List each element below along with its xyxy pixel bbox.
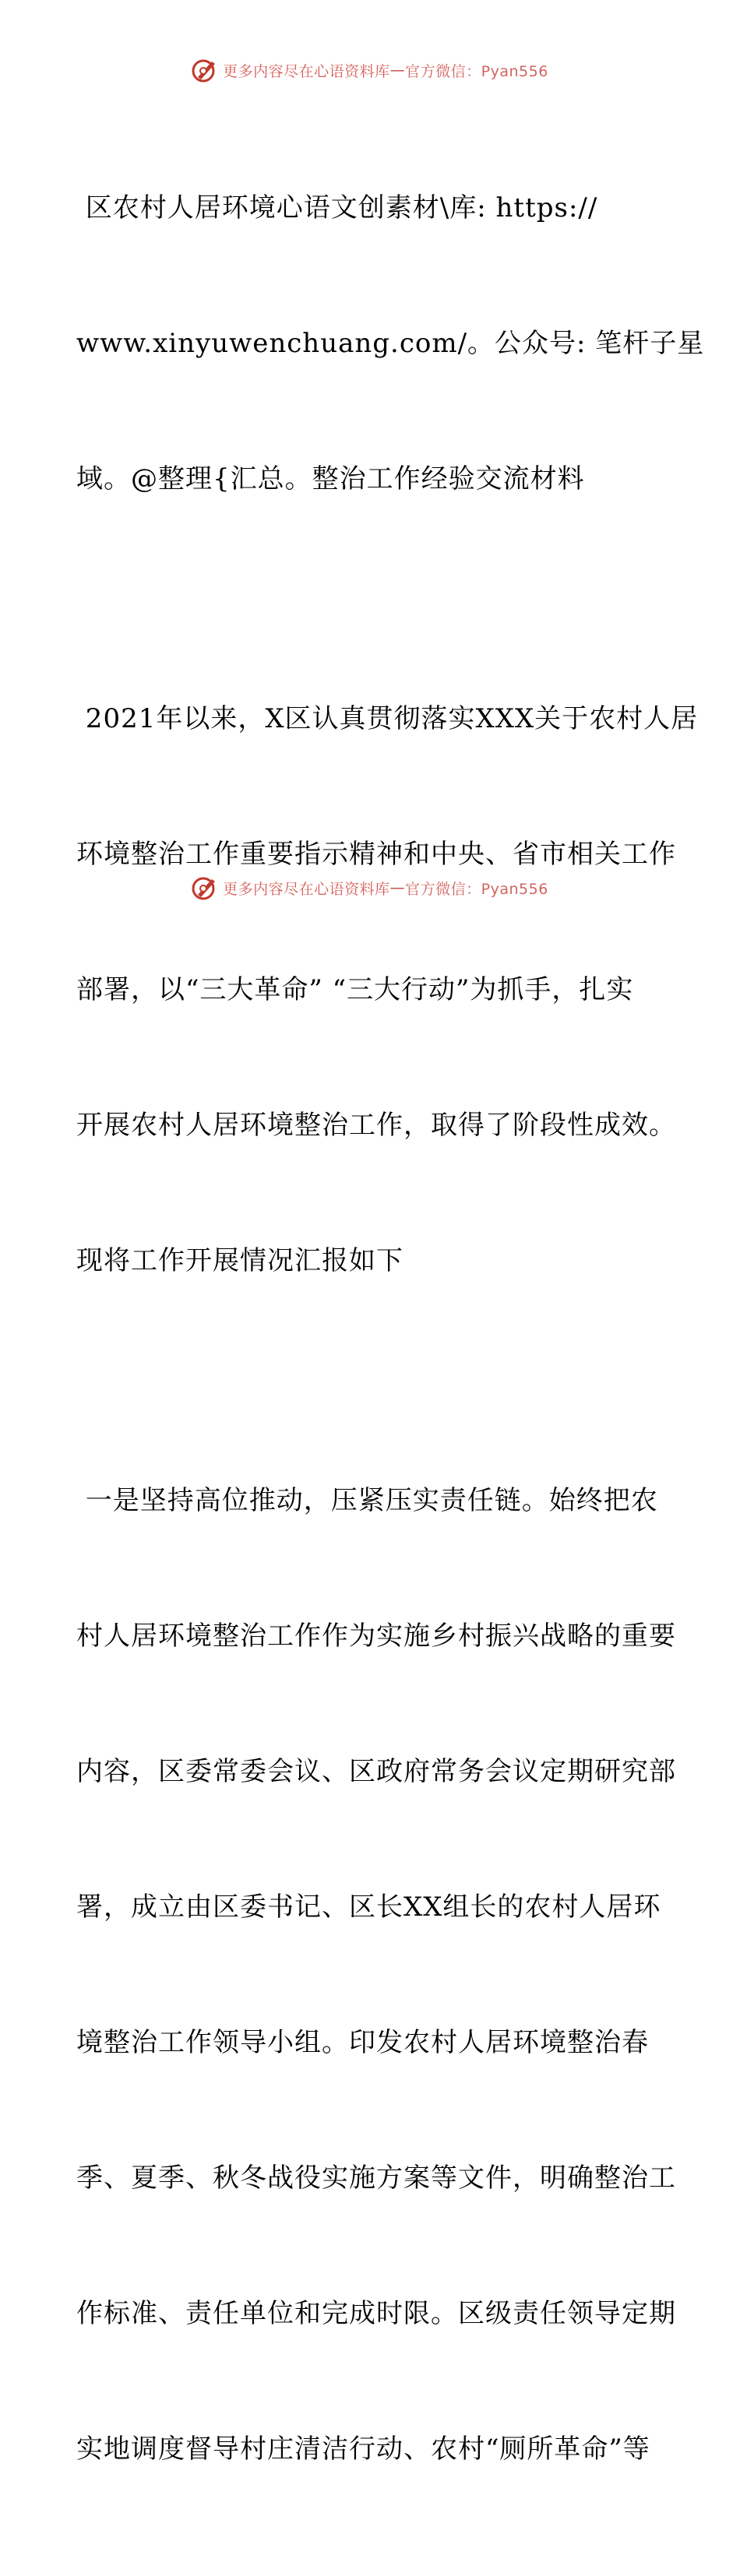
text-line: 部署，以“三大革命” “三大行动”为抓手，扎实	[76, 974, 634, 1005]
text-line: 现将工作开展情况汇报如下	[76, 1245, 403, 1276]
text-line: 一是坚持高位推动，压紧压实责任链。始终把农	[76, 1485, 658, 1516]
text-line: 作标准、责任单位和完成时限。区级责任领导定期	[76, 2298, 676, 2329]
text-line: 署，成立由区委书记、区长XX组长的农村人居环	[76, 1892, 661, 1923]
text-line: 内容，区委常委会议、区政府常务会议定期研究部	[76, 1756, 676, 1787]
text-line: 开展农村人居环境整治工作，取得了阶段性成效。	[76, 1110, 676, 1141]
text-line: 实地调度督导村庄清洁行动、农村“厕所革命”等	[76, 2433, 650, 2465]
banner-text: 更多内容尽在心语资料库	[223, 880, 390, 898]
text-line: 域。@整理{汇总。整治工作经验交流材料	[76, 463, 585, 494]
banner-wechat: 官方微信：Pyan556	[405, 880, 548, 898]
banner-separator: —	[389, 879, 406, 896]
paragraph-point-one	[76, 1388, 676, 2562]
header-banner	[0, 55, 740, 86]
text-line: 环境整治工作重要指示精神和中央、省市相关工作	[76, 839, 676, 870]
banner-wechat: 官方微信：Pyan556	[405, 62, 548, 80]
paragraph-summary	[76, 606, 699, 1374]
text-line: www.xinyuwenchuang.com/。公众号: 笔杆子星	[76, 328, 705, 359]
text-line: 区农村人居环境心语文创素材\库: https://	[76, 192, 598, 223]
pen-logo-icon	[192, 57, 218, 83]
banner-separator: —	[389, 62, 406, 79]
text-line: 2021年以来，X区认真贯彻落实XXX关于农村人居	[76, 703, 699, 734]
text-line: 村人居环境整治工作作为实施乡村振兴战略的重要	[76, 1621, 676, 1652]
document-body	[76, 95, 705, 2576]
banner-text: 更多内容尽在心语资料库	[223, 62, 390, 80]
text-line: 季、夏季、秋冬战役实施方案等文件，明确整治工	[76, 2163, 676, 2194]
paragraph-intro	[76, 95, 705, 592]
pen-logo-icon	[192, 875, 218, 901]
footer-banner	[0, 872, 740, 903]
text-line: 境整治工作领导小组。印发农村人居环境整治春	[76, 2027, 649, 2058]
